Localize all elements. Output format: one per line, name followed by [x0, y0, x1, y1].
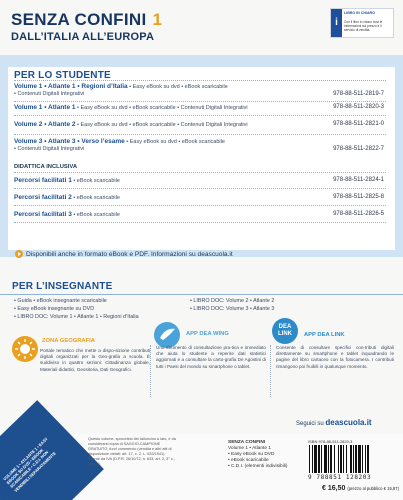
feature-title: APP DEA WING	[186, 331, 229, 337]
barcode-bar	[367, 445, 369, 473]
product-items: • Easy eBook su dvd • eBook scaricabile	[124, 139, 225, 145]
feature-text: Portale tematico che mette a dispo-sizione contributi digitali organizzati per la Geo-grafia a scuola. È suddiviso in quattro sezioni: Cittadinanza globale, Materiali didattici, Geositoria, Dati Geografici.	[40, 348, 150, 372]
product-title: Percorsi facilitati 2	[14, 194, 72, 201]
product-title: Volume 3 • Atlante 3 • Verso l’esame	[14, 138, 125, 145]
libro-in-chiaro-badge	[330, 8, 394, 38]
barcode-bar	[330, 445, 332, 473]
badge-text: Con il libro in chiaro trovi le informazioni sul prezzo e il servizio di vendita.	[344, 20, 383, 32]
product-items-cont: • Contenuti Digitali Integrativi	[14, 146, 85, 152]
product-isbn: 978-88-511-2821-0	[333, 121, 384, 127]
product-row	[14, 194, 392, 201]
product-isbn: 978-88-511-2822-7	[333, 146, 384, 152]
barcode-bar	[312, 445, 313, 473]
zona-geografia-icon	[12, 336, 38, 362]
badge-title: LIBRO IN CHIARO	[344, 11, 375, 15]
divider	[14, 80, 386, 81]
divider	[14, 134, 386, 135]
product-items-cont: • Contenuti Digitali Integrativi	[14, 91, 85, 97]
sun-icon	[12, 336, 38, 362]
product-isbn: 978-88-511-2825-8	[333, 194, 384, 200]
product-items: • eBook scaricabile	[71, 212, 120, 218]
teacher-list-right	[190, 297, 274, 313]
dea-link-icon	[272, 318, 298, 344]
teacher-heading: PER L’INSEGNANTE	[12, 281, 113, 292]
logo-text: DEA	[278, 324, 292, 330]
barcode-bar	[362, 445, 363, 473]
barcode-bar	[343, 445, 344, 473]
divider	[0, 294, 403, 295]
barcode-bar	[314, 445, 317, 473]
product-title: Percorsi facilitati 3	[14, 211, 72, 218]
teacher-list-left	[14, 297, 139, 322]
divider	[270, 345, 271, 397]
product-title: Volume 2 • Atlante 2	[14, 121, 76, 128]
list-item: • Guida • eBook insegnante scaricabile	[14, 298, 107, 304]
price-value: € 16,50	[322, 485, 346, 492]
legal-notice: Questo volume, sprovvisto del talloncino a lato, è da considerarsi copia di SAGGIO-CAMPIONE GRATUITO, fuori commercio (vendita e altri atti di disposizione vietati: art. 17, c. 2, L. 633/1941). Esente da IVA (D.P.R. 26/10/72, n. 633, art. 2, 3° c., lett. d.).	[88, 437, 176, 466]
feature-title: APP DEA LINK	[304, 332, 345, 338]
divider	[150, 345, 151, 397]
product-items: • eBook scaricabile	[71, 178, 120, 184]
divider	[14, 115, 386, 116]
info-icon: i	[331, 9, 342, 37]
summary-line: Volume 1 • Atlante 1	[228, 446, 272, 451]
availability-note: Disponibili anche in formato eBook e PDF. Informazioni su deascuola.it	[26, 251, 233, 258]
barcode-bar	[321, 445, 322, 473]
product-row	[14, 121, 392, 128]
list-item: • LIBRO DOC: Volume 3 • Atlante 3	[190, 306, 275, 313]
product-title: Volume 1 • Atlante 1 • Regioni d’Italia	[14, 83, 128, 90]
summary-line: • C.D.I. (elementi indivisibili)	[228, 464, 288, 469]
isbn-digits: 9 788851 128203	[308, 474, 372, 481]
product-items: • Easy eBook su dvd • eBook scaricabile	[127, 84, 228, 90]
product-row	[14, 138, 392, 152]
price-note: (prezzo al pubblico € 15,87)	[347, 486, 399, 491]
price	[322, 485, 399, 492]
divider	[14, 188, 386, 189]
logo-text: LINK	[278, 331, 292, 337]
product-row	[14, 211, 392, 218]
barcode-bar	[338, 445, 339, 473]
barcode-bar	[328, 445, 329, 473]
arrow-icon	[15, 250, 23, 258]
product-isbn: 978-88-511-2824-1	[333, 177, 384, 183]
barcode-bar	[365, 445, 366, 473]
book-title	[11, 10, 162, 30]
isbn-label: ISBN 978-88-511-2820-3	[308, 439, 353, 444]
product-isbn: 978-88-511-2826-5	[333, 211, 384, 217]
product-row	[14, 104, 392, 111]
barcode-bar	[309, 445, 310, 473]
list-item: • Easy eBook insegnante su DVD	[14, 306, 95, 313]
title-text: SENZA CONFINI	[11, 10, 147, 29]
product-items: • Easy eBook su dvd • eBook scaricabile • Contenuti Digitali Integrativi	[75, 105, 248, 111]
feature-text: Consente di consultare specifici con-tributi digitali direttamente su smartphone e tablet inquadrando le pagine del libro cartaceo con la fotocamera. I contributi rimangono poi fruibili in qualunque momento.	[276, 345, 394, 369]
volume-number: 1	[152, 10, 163, 29]
summary-line: • Easy eBook su DVD	[228, 452, 275, 457]
divider	[14, 205, 386, 206]
list-item: • LIBRO DOC: Volume 2 • Atlante 2	[190, 298, 275, 304]
product-items: • Easy eBook su dvd • eBook scaricabile • Contenuti Digitali Integrativi	[75, 122, 248, 128]
product-row	[14, 177, 392, 184]
product-title: Volume 1 • Atlante 1	[14, 104, 76, 111]
website-link[interactable]: deascuola.it	[325, 418, 372, 427]
edition-summary	[228, 440, 306, 470]
list-item: • LIBRO DOC: Volume 1 • Atlante 1 • Regioni d’Italia	[14, 314, 139, 321]
divider	[14, 172, 386, 173]
barcode-bar	[350, 445, 352, 473]
corner-text: VOLUME 1 • ATLANTE 1 • EASY EBOOK SU DVD • EBOOK SCARICABILE • C.D.I. NON VENDIBILI SEPARATAMENTE	[2, 436, 57, 493]
barcode-bar	[358, 445, 361, 473]
product-isbn: 978-88-511-2820-3	[333, 104, 384, 110]
barcode-bar	[355, 445, 357, 473]
barcode-bar	[324, 445, 327, 473]
product-row	[14, 83, 392, 97]
feature-text: Uno strumento di consultazione pra-tica e immediato che aiuta lo studente a reperire dati statistici aggiornati e a consultare la carto-grafia De Agostini di tutti i Paesi del mondo su smartphone o tablet.	[156, 345, 266, 369]
dea-link-logo	[272, 324, 298, 338]
didattica-heading: DIDATTICA INCLUSIVA	[14, 164, 78, 170]
student-heading: PER LO STUDENTE	[14, 70, 111, 81]
book-subtitle: DALL’ITALIA ALL’EUROPA	[11, 31, 155, 43]
product-isbn: 978-88-511-2819-7	[333, 91, 384, 97]
summary-title: SENZA CONFINI	[228, 440, 266, 445]
barcode	[308, 445, 396, 473]
barcode-bar	[353, 445, 354, 473]
summary-line: • eBook scaricabile	[228, 458, 269, 463]
follow-us	[296, 418, 372, 427]
divider	[14, 222, 386, 223]
divider	[14, 101, 386, 102]
barcode-bar	[340, 445, 342, 473]
barcode-bar	[318, 445, 320, 473]
product-title: Percorsi facilitati 1	[14, 177, 72, 184]
follow-us-label: Seguici su	[296, 421, 326, 427]
barcode-bar	[346, 445, 347, 473]
product-items: • eBook scaricabile	[71, 195, 120, 201]
feature-title: ZONA GEOGRAFIA	[42, 338, 95, 344]
barcode-bar	[334, 445, 335, 473]
